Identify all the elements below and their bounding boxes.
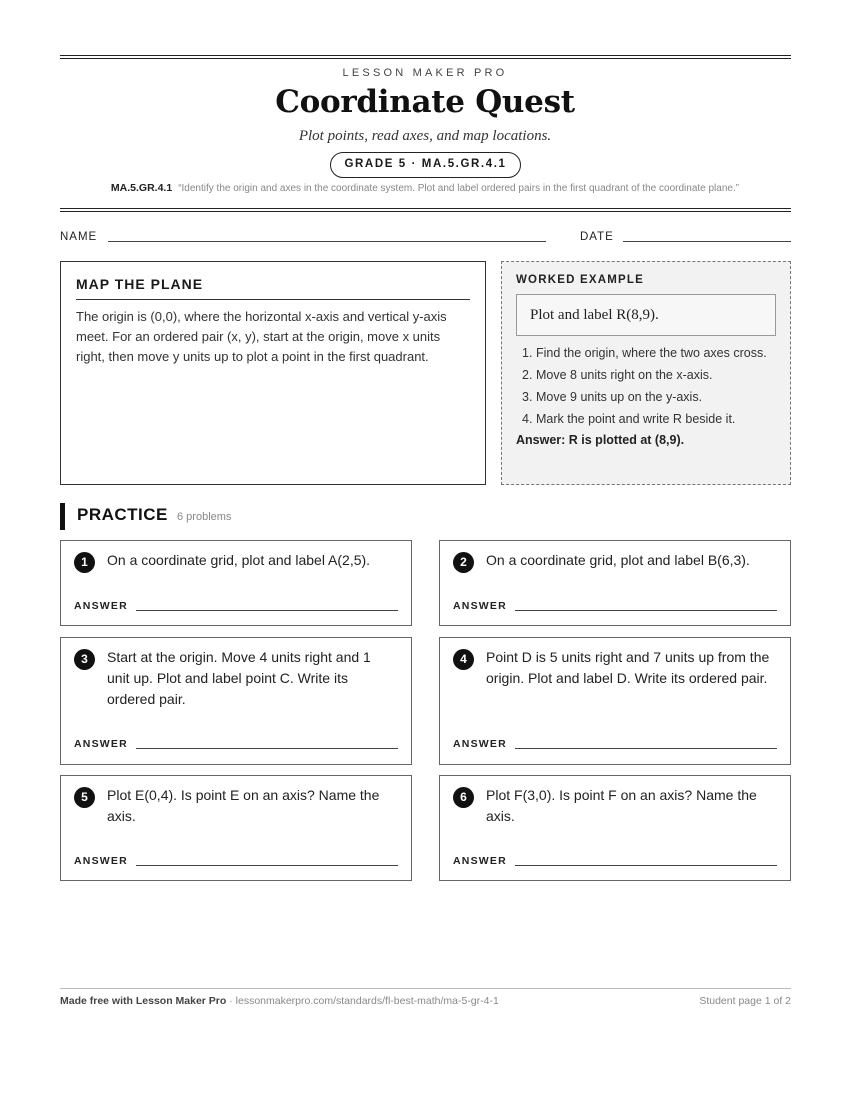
answer-field[interactable]	[515, 610, 777, 611]
problem-card-3	[60, 637, 412, 765]
worked-example-steps	[516, 344, 776, 428]
worked-example-panel	[501, 261, 791, 485]
answer-field[interactable]	[136, 610, 398, 611]
practice-accent-bar	[60, 503, 65, 530]
problem-card-4	[439, 637, 791, 765]
date-label: DATE	[580, 231, 614, 243]
standard-code: MA.5.GR.4.1	[110, 182, 173, 194]
answer-label: ANSWER	[74, 600, 128, 612]
problem-number: 1	[74, 552, 95, 573]
step-item: 3. Move 9 units up on the y-axis.	[522, 390, 703, 404]
problem-text: Start at the origin. Move 4 units right and 1 unit up. Plot and label point C. Write its ordered pair.	[107, 649, 371, 707]
step-item: 4. Mark the point and write R beside it.	[522, 412, 736, 426]
name-label: NAME	[60, 231, 98, 243]
footer-url[interactable]: · lessonmakerpro.com/standards/fl-best-math/ma-5-gr-4-1	[226, 995, 499, 1007]
problem-number: 6	[453, 787, 474, 808]
problem-card-1	[60, 540, 412, 626]
page-subtitle: Plot points, read axes, and map locations.	[298, 128, 552, 144]
worked-example-answer: Answer: R is plotted at (8,9).	[516, 433, 685, 447]
answer-field[interactable]	[136, 748, 398, 749]
problem-text: Plot F(3,0). Is point F on an axis? Name the axis.	[486, 787, 757, 824]
header-top-rule	[60, 55, 791, 56]
answer-label: ANSWER	[74, 855, 128, 867]
worked-example-heading: WORKED EXAMPLE	[516, 274, 644, 286]
answer-field[interactable]	[515, 748, 777, 749]
standard-text: “Identify the origin and axes in the coordinate system. Plot and label ordered pairs in the first quadrant of the coordinate plane.”	[178, 183, 740, 194]
header-bottom-rule	[60, 208, 791, 209]
problem-text: Point D is 5 units right and 7 units up from the origin. Plot and label D. Write its ordered pair.	[486, 649, 770, 686]
worked-example-prompt: Plot and label R(8,9).	[516, 294, 776, 336]
brand-name: LESSON MAKER PRO	[342, 67, 508, 79]
answer-label: ANSWER	[453, 600, 507, 612]
step-item: 1. Find the origin, where the two axes cross.	[522, 346, 767, 360]
problem-number: 5	[74, 787, 95, 808]
footer-credit	[60, 995, 499, 1007]
problem-number: 3	[74, 649, 95, 670]
map-body: The origin is (0,0), where the horizontal x-axis and vertical y-axis meet. For an ordered pair (x, y), start at the origin, move x units right, then move y units up to plot a point in the first quadrant.	[76, 309, 447, 364]
problem-number: 2	[453, 552, 474, 573]
answer-label: ANSWER	[453, 855, 507, 867]
problem-card-6	[439, 775, 791, 881]
problem-number: 4	[453, 649, 474, 670]
standard-statement	[0, 182, 850, 194]
map-the-plane-panel	[60, 261, 486, 485]
step-item: 2. Move 8 units right on the x-axis.	[522, 368, 713, 382]
problem-card-2	[439, 540, 791, 626]
practice-count: 6 problems	[177, 511, 232, 523]
grade-badge: GRADE 5 · MA.5.GR.4.1	[330, 152, 521, 178]
map-heading: MAP THE PLANE	[76, 276, 470, 300]
problem-card-5	[60, 775, 412, 881]
problem-text: Plot E(0,4). Is point E on an axis? Name the axis.	[107, 787, 380, 824]
name-field[interactable]	[108, 241, 546, 242]
footer-made-with: Made free with Lesson Maker Pro	[60, 995, 227, 1007]
answer-label: ANSWER	[74, 738, 128, 750]
page-title: Coordinate Quest	[275, 84, 575, 120]
answer-field[interactable]	[136, 865, 398, 866]
answer-field[interactable]	[515, 865, 777, 866]
answer-label: ANSWER	[453, 738, 507, 750]
practice-title: PRACTICE	[77, 505, 168, 524]
problem-text: On a coordinate grid, plot and label A(2,5).	[107, 552, 371, 568]
footer-page-number: Student page 1 of 2	[699, 995, 791, 1007]
problem-text: On a coordinate grid, plot and label B(6,3).	[486, 552, 750, 568]
footer-rule	[60, 988, 791, 989]
date-field[interactable]	[623, 241, 791, 242]
